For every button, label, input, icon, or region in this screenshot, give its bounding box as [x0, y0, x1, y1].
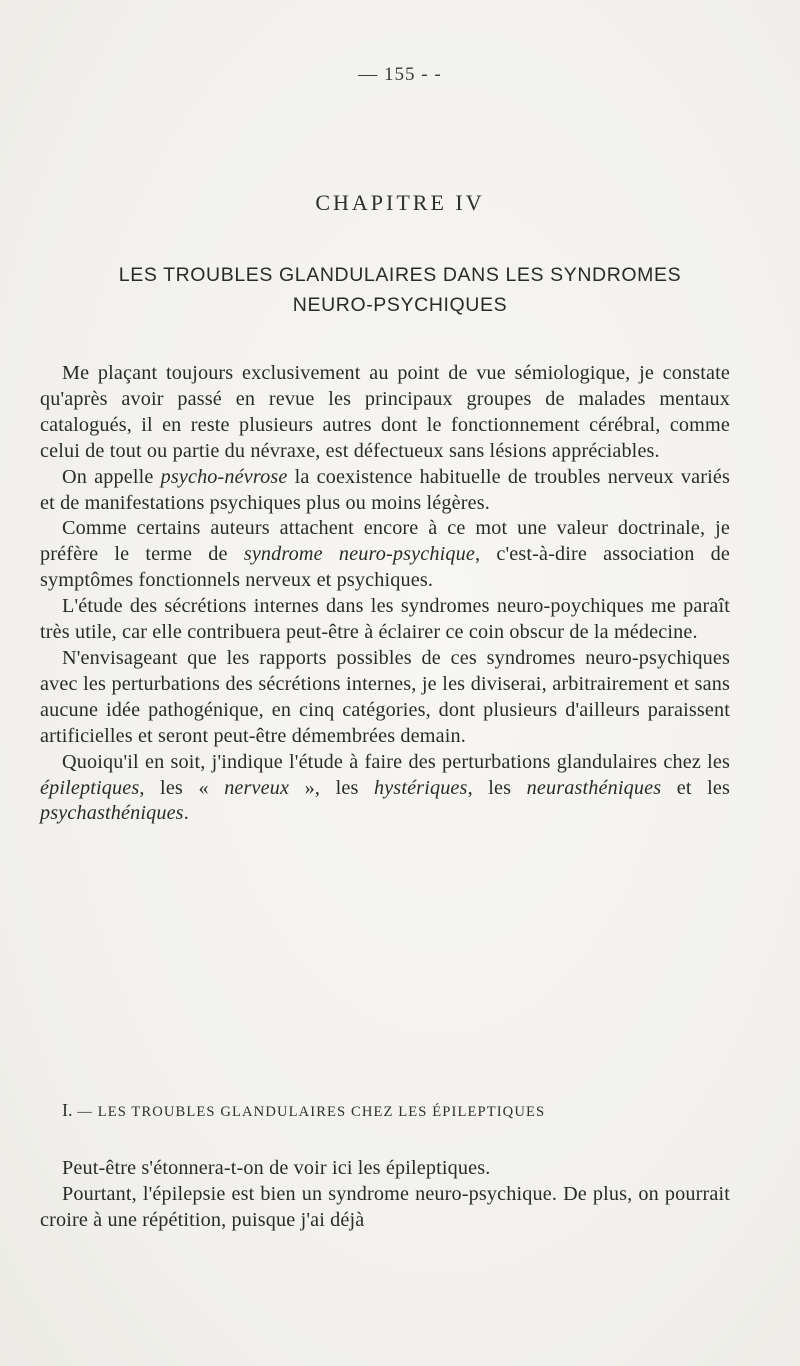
paragraph-2 [40, 465, 730, 517]
paragraph-6-text-b: , les « [139, 776, 225, 799]
chapter-title-line-1: LES TROUBLES GLANDULAIRES DANS LES SYNDROMES [118, 264, 682, 286]
paragraph-6-text-f: . [183, 802, 189, 825]
section-heading [40, 1100, 730, 1121]
paragraph-6-text-e: et les [661, 776, 730, 799]
section-body [40, 1155, 730, 1233]
chapter-body [40, 361, 730, 827]
section-dash: — [72, 1104, 98, 1120]
term-neurastheniques: neurasthéniques [526, 776, 662, 799]
term-epileptiques: épileptiques [40, 776, 140, 799]
paragraph-2-text-b: la coexistence habituelle de troubles nerveux variés et de manifestations psychiques plus ou moins légères. [40, 465, 731, 514]
paragraph-6-text-a: Quoiqu'il en soit, j'indique l'étude à faire des perturbations glandulaires chez les [62, 750, 730, 773]
paragraph-6-text-d: , les [467, 776, 527, 799]
paragraph-6 [40, 750, 730, 828]
term-syndrome-neuro-psychique: syndrome neuro-psychique [243, 543, 475, 566]
section-number: I. [62, 1100, 73, 1120]
paragraph-3-text-a: Comme certains auteurs attachent encore à ce mot une valeur doctrinale, je préfère le terme de [40, 517, 730, 566]
paragraph-5: N'envisageant que les rapports possibles de ces syndromes neuro-psychiques avec les perturbations des sécrétions internes, je les diviserai, arbitrairement et sans aucune idée pathogénique, en cinq catégories, dont plusieurs d'ailleurs paraissent artificielles et seront peut-être démembrées demain. [40, 646, 730, 747]
section-title: LES TROUBLES GLANDULAIRES CHEZ LES ÉPILEPTIQUES [97, 1104, 546, 1120]
chapter-title [40, 260, 760, 320]
term-nerveux: nerveux [224, 776, 290, 799]
paragraph-4: L'étude des sécrétions internes dans les syndromes neuro-poychiques me paraît très utile, car elle contribuera peut-être à éclairer ce coin obscur de la médecine. [40, 595, 730, 644]
paragraph-3-text-b: , c'est-à-dire association de symptômes fonctionnels nerveux et psychiques. [40, 543, 730, 592]
paragraph-2-text-a: On appelle [62, 465, 161, 488]
term-hysteriques: hystériques [373, 776, 468, 799]
term-psycho-nevrose: psycho-névrose [160, 465, 288, 488]
paragraph-8: Pourtant, l'épilepsie est bien un syndrome neuro-psychique. De plus, on pourrait croire à une répétition, puisque j'ai déjà [40, 1183, 730, 1231]
paragraph-6-text-c: », les [289, 776, 374, 799]
chapter-title-line-2: NEURO-PSYCHIQUES [292, 294, 508, 316]
chapter-heading: CHAPITRE IV [315, 190, 485, 215]
page-number: — 155 - - [358, 64, 442, 85]
term-psychastheniques: psychasthéniques [40, 802, 184, 825]
paragraph-7: Peut-être s'étonnera-t-on de voir ici les épileptiques. [62, 1157, 491, 1179]
paragraph-1: Me plaçant toujours exclusivement au point de vue sémiologique, je constate qu'après avoir passé en revue les principaux groupes de malades mentaux catalogués, il en reste plusieurs autres dont le fonctionnement cérébral, comme celui de tout ou partie du névraxe, est défectueux sans lésions appréciables. [40, 362, 730, 462]
paragraph-3 [40, 516, 730, 594]
